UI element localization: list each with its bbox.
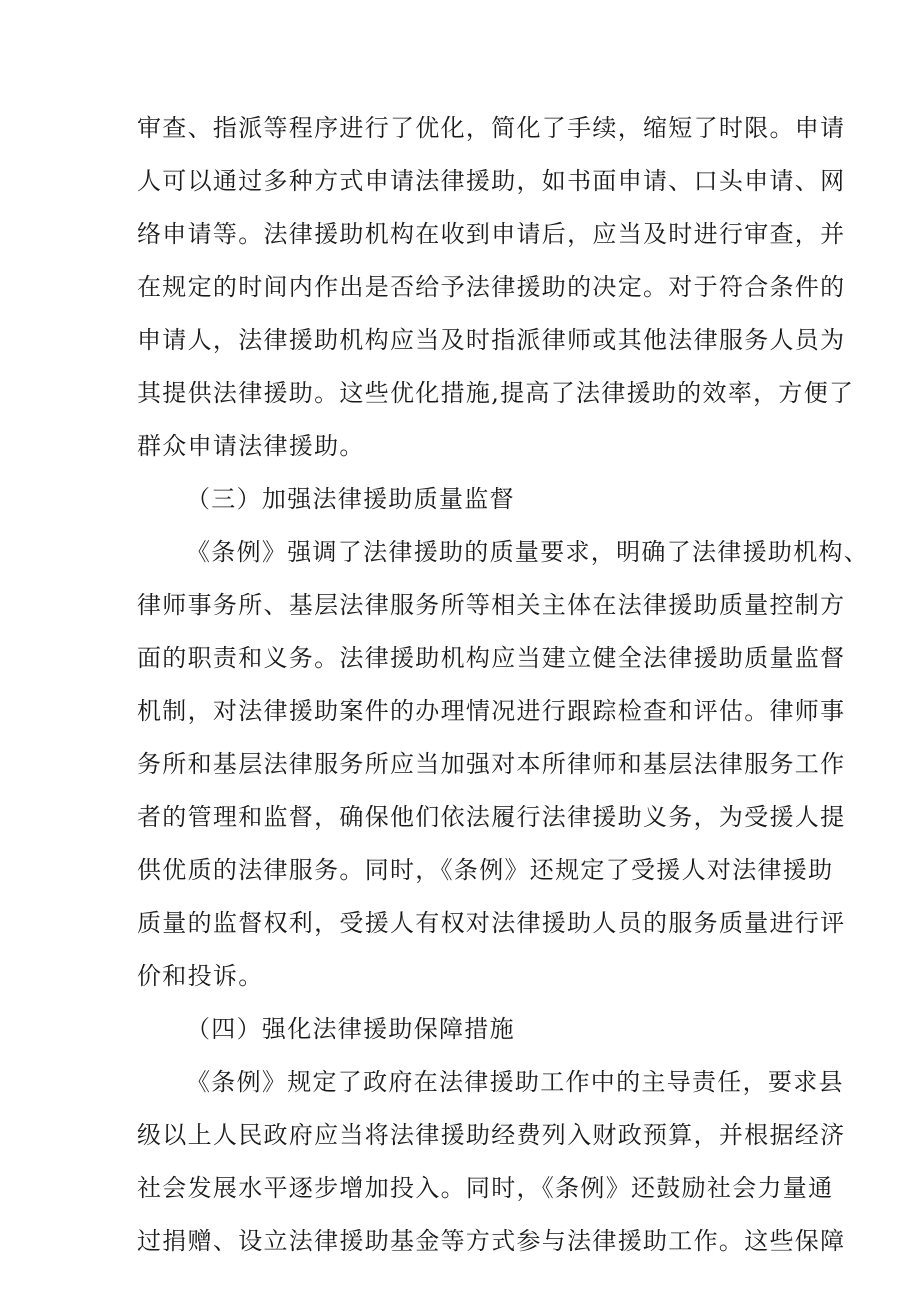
- paragraph-line: 其提供法律援助。这些优化措施,提高了法律援助的效率，方便了: [137, 379, 855, 407]
- paragraph-line: 络申请等。法律援助机构在收到申请后，应当及时进行审查，并: [137, 220, 846, 248]
- section-heading-3: （三）加强法律援助质量监督: [186, 485, 515, 513]
- paragraph-line: 务所和基层法律服务所应当加强对本所律师和基层法律服务工作: [137, 750, 846, 778]
- paragraph-line: 人可以通过多种方式申请法律援助，如书面申请、口头申请、网: [137, 167, 846, 195]
- paragraph-line: 《条例》规定了政府在法律援助工作中的主导责任，要求县: [186, 1068, 844, 1096]
- paragraph-line: 申请人，法律援助机构应当及时指派律师或其他法律服务人员为: [137, 326, 846, 354]
- paragraph-line: 者的管理和监督，确保他们依法履行法律援助义务，为受援人提: [137, 803, 846, 831]
- paragraph-line: 质量的监督权利，受援人有权对法律援助人员的服务质量进行评: [137, 909, 846, 937]
- paragraph-line: 律师事务所、基层法律服务所等相关主体在法律援助质量控制方: [137, 591, 846, 619]
- section-heading-4: （四）强化法律援助保障措施: [186, 1015, 515, 1043]
- paragraph-line: 面的职责和义务。法律援助机构应当建立健全法律援助质量监督: [137, 644, 846, 672]
- paragraph-line: 机制，对法律援助案件的办理情况进行跟踪检查和评估。律师事: [137, 697, 846, 725]
- paragraph-line: 社会发展水平逐步增加投入。同时，《条例》还鼓励社会力量通: [137, 1174, 834, 1202]
- paragraph-line: 价和投诉。: [137, 962, 264, 990]
- paragraph-line: 过捐赠、设立法律援助基金等方式参与法律援助工作。这些保障: [137, 1227, 846, 1255]
- paragraph-line: 级以上人民政府应当将法律援助经费列入财政预算，并根据经济: [137, 1121, 846, 1149]
- paragraph-line: 供优质的法律服务。同时，《条例》还规定了受援人对法律援助: [137, 856, 834, 884]
- paragraph-line: 群众申请法律援助。: [137, 432, 365, 460]
- paragraph-line: 在规定的时间内作出是否给予法律援助的决定。对于符合条件的: [137, 273, 846, 301]
- paragraph-line: 《条例》强调了法律援助的质量要求，明确了法律援助机构、: [186, 538, 870, 566]
- paragraph-line: 审查、指派等程序进行了优化，简化了手续，缩短了时限。申请: [137, 114, 846, 142]
